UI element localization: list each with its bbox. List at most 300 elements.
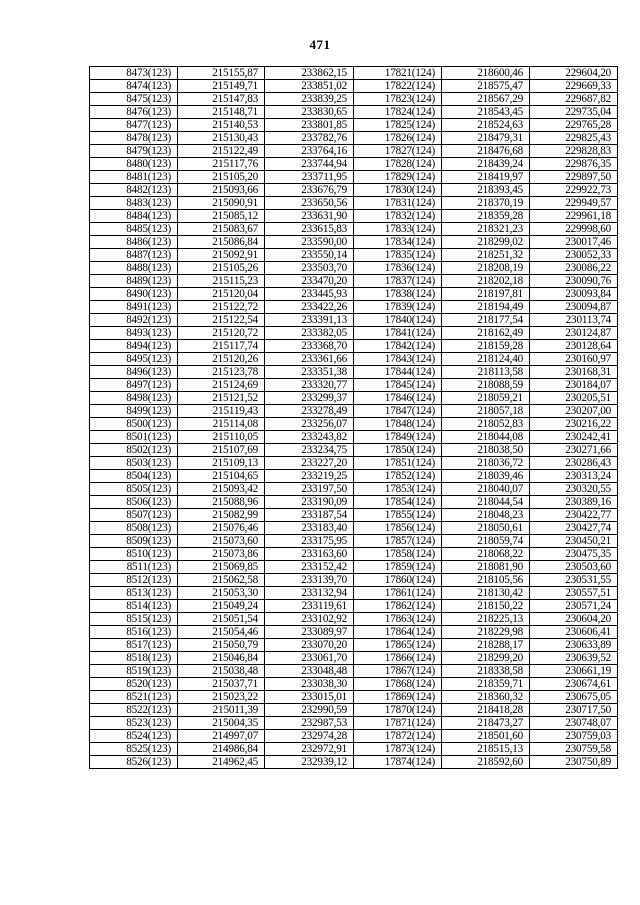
y-coordinate-right-cell: 230286,43 bbox=[530, 457, 618, 470]
x-coordinate-right-cell: 218359,71 bbox=[442, 678, 530, 691]
point-id-right-cell: 17833(124) bbox=[354, 223, 442, 236]
y-coordinate-right-cell: 230674,61 bbox=[530, 678, 618, 691]
y-coordinate-left-cell: 233830,65 bbox=[265, 106, 354, 119]
y-coordinate-left-cell: 233801,85 bbox=[265, 119, 354, 132]
y-coordinate-right-cell: 230633,89 bbox=[530, 639, 618, 652]
y-coordinate-right-cell: 230450,21 bbox=[530, 535, 618, 548]
x-coordinate-right-cell: 218592,60 bbox=[442, 756, 530, 769]
y-coordinate-left-cell: 233048,48 bbox=[265, 665, 354, 678]
table-row bbox=[90, 574, 618, 587]
table-row bbox=[90, 665, 618, 678]
y-coordinate-left-cell: 233197,50 bbox=[265, 483, 354, 496]
point-id-left-cell: 8485(123) bbox=[90, 223, 178, 236]
x-coordinate-left-cell: 215117,76 bbox=[178, 158, 265, 171]
table-row bbox=[90, 158, 618, 171]
point-id-left-cell: 8473(123) bbox=[90, 67, 178, 80]
x-coordinate-right-cell: 218439,24 bbox=[442, 158, 530, 171]
point-id-right-cell: 17874(124) bbox=[354, 756, 442, 769]
table-row bbox=[90, 678, 618, 691]
table-row bbox=[90, 509, 618, 522]
point-id-right-cell: 17855(124) bbox=[354, 509, 442, 522]
y-coordinate-right-cell: 230422,77 bbox=[530, 509, 618, 522]
point-id-right-cell: 17834(124) bbox=[354, 236, 442, 249]
y-coordinate-right-cell: 230675,05 bbox=[530, 691, 618, 704]
y-coordinate-right-cell: 229961,18 bbox=[530, 210, 618, 223]
x-coordinate-right-cell: 218048,23 bbox=[442, 509, 530, 522]
point-id-right-cell: 17823(124) bbox=[354, 93, 442, 106]
point-id-right-cell: 17836(124) bbox=[354, 262, 442, 275]
y-coordinate-left-cell: 232987,53 bbox=[265, 717, 354, 730]
point-id-right-cell: 17821(124) bbox=[354, 67, 442, 80]
x-coordinate-left-cell: 215122,49 bbox=[178, 145, 265, 158]
x-coordinate-right-cell: 218419,97 bbox=[442, 171, 530, 184]
point-id-right-cell: 17842(124) bbox=[354, 340, 442, 353]
y-coordinate-left-cell: 233764,16 bbox=[265, 145, 354, 158]
y-coordinate-left-cell: 233219,25 bbox=[265, 470, 354, 483]
y-coordinate-left-cell: 233175,95 bbox=[265, 535, 354, 548]
y-coordinate-left-cell: 233368,70 bbox=[265, 340, 354, 353]
y-coordinate-right-cell: 229897,50 bbox=[530, 171, 618, 184]
point-id-left-cell: 8508(123) bbox=[90, 522, 178, 535]
y-coordinate-left-cell: 232972,91 bbox=[265, 743, 354, 756]
point-id-right-cell: 17867(124) bbox=[354, 665, 442, 678]
table-row bbox=[90, 301, 618, 314]
y-coordinate-right-cell: 230216,22 bbox=[530, 418, 618, 431]
x-coordinate-left-cell: 215120,26 bbox=[178, 353, 265, 366]
table-row bbox=[90, 418, 618, 431]
point-id-left-cell: 8476(123) bbox=[90, 106, 178, 119]
point-id-right-cell: 17850(124) bbox=[354, 444, 442, 457]
table-row bbox=[90, 93, 618, 106]
table-row bbox=[90, 184, 618, 197]
point-id-right-cell: 17854(124) bbox=[354, 496, 442, 509]
point-id-left-cell: 8515(123) bbox=[90, 613, 178, 626]
y-coordinate-right-cell: 230017,46 bbox=[530, 236, 618, 249]
x-coordinate-left-cell: 215130,43 bbox=[178, 132, 265, 145]
x-coordinate-right-cell: 218036,72 bbox=[442, 457, 530, 470]
page-number: 471 bbox=[309, 37, 331, 52]
y-coordinate-right-cell: 230093,84 bbox=[530, 288, 618, 301]
x-coordinate-right-cell: 218600,46 bbox=[442, 67, 530, 80]
x-coordinate-left-cell: 215119,43 bbox=[178, 405, 265, 418]
point-id-right-cell: 17861(124) bbox=[354, 587, 442, 600]
x-coordinate-left-cell: 215082,99 bbox=[178, 509, 265, 522]
x-coordinate-right-cell: 218360,32 bbox=[442, 691, 530, 704]
point-id-left-cell: 8513(123) bbox=[90, 587, 178, 600]
table-row bbox=[90, 483, 618, 496]
y-coordinate-left-cell: 233590,00 bbox=[265, 236, 354, 249]
y-coordinate-right-cell: 229765,28 bbox=[530, 119, 618, 132]
point-id-right-cell: 17849(124) bbox=[354, 431, 442, 444]
table-row bbox=[90, 132, 618, 145]
point-id-left-cell: 8524(123) bbox=[90, 730, 178, 743]
x-coordinate-right-cell: 218059,74 bbox=[442, 535, 530, 548]
x-coordinate-left-cell: 215140,53 bbox=[178, 119, 265, 132]
x-coordinate-right-cell: 218177,54 bbox=[442, 314, 530, 327]
point-id-left-cell: 8486(123) bbox=[90, 236, 178, 249]
y-coordinate-left-cell: 233361,66 bbox=[265, 353, 354, 366]
x-coordinate-right-cell: 218299,20 bbox=[442, 652, 530, 665]
x-coordinate-left-cell: 215038,48 bbox=[178, 665, 265, 678]
y-coordinate-right-cell: 230052,33 bbox=[530, 249, 618, 262]
x-coordinate-left-cell: 215109,13 bbox=[178, 457, 265, 470]
y-coordinate-left-cell: 233089,97 bbox=[265, 626, 354, 639]
y-coordinate-left-cell: 233227,20 bbox=[265, 457, 354, 470]
point-id-right-cell: 17822(124) bbox=[354, 80, 442, 93]
y-coordinate-left-cell: 233782,76 bbox=[265, 132, 354, 145]
y-coordinate-left-cell: 233650,56 bbox=[265, 197, 354, 210]
point-id-left-cell: 8514(123) bbox=[90, 600, 178, 613]
x-coordinate-left-cell: 215073,60 bbox=[178, 535, 265, 548]
x-coordinate-left-cell: 215049,24 bbox=[178, 600, 265, 613]
y-coordinate-left-cell: 233015,01 bbox=[265, 691, 354, 704]
x-coordinate-left-cell: 215105,26 bbox=[178, 262, 265, 275]
x-coordinate-right-cell: 218321,23 bbox=[442, 223, 530, 236]
table-row bbox=[90, 236, 618, 249]
point-id-left-cell: 8517(123) bbox=[90, 639, 178, 652]
y-coordinate-left-cell: 233862,15 bbox=[265, 67, 354, 80]
y-coordinate-right-cell: 230205,51 bbox=[530, 392, 618, 405]
point-id-left-cell: 8501(123) bbox=[90, 431, 178, 444]
x-coordinate-right-cell: 218473,27 bbox=[442, 717, 530, 730]
y-coordinate-right-cell: 230475,35 bbox=[530, 548, 618, 561]
table-row bbox=[90, 262, 618, 275]
x-coordinate-right-cell: 218202,18 bbox=[442, 275, 530, 288]
y-coordinate-right-cell: 230717,50 bbox=[530, 704, 618, 717]
x-coordinate-right-cell: 218299,02 bbox=[442, 236, 530, 249]
x-coordinate-right-cell: 218251,32 bbox=[442, 249, 530, 262]
point-id-right-cell: 17824(124) bbox=[354, 106, 442, 119]
y-coordinate-left-cell: 233839,25 bbox=[265, 93, 354, 106]
point-id-left-cell: 8503(123) bbox=[90, 457, 178, 470]
x-coordinate-left-cell: 215086,84 bbox=[178, 236, 265, 249]
point-id-right-cell: 17873(124) bbox=[354, 743, 442, 756]
point-id-left-cell: 8480(123) bbox=[90, 158, 178, 171]
point-id-left-cell: 8495(123) bbox=[90, 353, 178, 366]
point-id-left-cell: 8519(123) bbox=[90, 665, 178, 678]
x-coordinate-left-cell: 214997,07 bbox=[178, 730, 265, 743]
point-id-right-cell: 17870(124) bbox=[354, 704, 442, 717]
y-coordinate-left-cell: 233299,37 bbox=[265, 392, 354, 405]
y-coordinate-right-cell: 230271,66 bbox=[530, 444, 618, 457]
x-coordinate-left-cell: 215104,65 bbox=[178, 470, 265, 483]
table-row bbox=[90, 379, 618, 392]
table-row bbox=[90, 691, 618, 704]
x-coordinate-left-cell: 215110,05 bbox=[178, 431, 265, 444]
table-row bbox=[90, 613, 618, 626]
point-id-right-cell: 17825(124) bbox=[354, 119, 442, 132]
y-coordinate-right-cell: 229825,43 bbox=[530, 132, 618, 145]
y-coordinate-left-cell: 233382,05 bbox=[265, 327, 354, 340]
point-id-left-cell: 8505(123) bbox=[90, 483, 178, 496]
y-coordinate-right-cell: 230124,87 bbox=[530, 327, 618, 340]
point-id-right-cell: 17826(124) bbox=[354, 132, 442, 145]
table-row bbox=[90, 275, 618, 288]
x-coordinate-left-cell: 215155,87 bbox=[178, 67, 265, 80]
x-coordinate-left-cell: 215148,71 bbox=[178, 106, 265, 119]
y-coordinate-left-cell: 233243,82 bbox=[265, 431, 354, 444]
x-coordinate-left-cell: 215114,08 bbox=[178, 418, 265, 431]
x-coordinate-right-cell: 218124,40 bbox=[442, 353, 530, 366]
x-coordinate-left-cell: 215051,54 bbox=[178, 613, 265, 626]
x-coordinate-right-cell: 218229,98 bbox=[442, 626, 530, 639]
x-coordinate-right-cell: 218288,17 bbox=[442, 639, 530, 652]
point-id-right-cell: 17832(124) bbox=[354, 210, 442, 223]
y-coordinate-right-cell: 230531,55 bbox=[530, 574, 618, 587]
x-coordinate-right-cell: 218081,90 bbox=[442, 561, 530, 574]
x-coordinate-right-cell: 218038,50 bbox=[442, 444, 530, 457]
y-coordinate-right-cell: 230207,00 bbox=[530, 405, 618, 418]
x-coordinate-right-cell: 218057,18 bbox=[442, 405, 530, 418]
y-coordinate-right-cell: 230557,51 bbox=[530, 587, 618, 600]
point-id-right-cell: 17828(124) bbox=[354, 158, 442, 171]
y-coordinate-left-cell: 233187,54 bbox=[265, 509, 354, 522]
point-id-left-cell: 8525(123) bbox=[90, 743, 178, 756]
x-coordinate-left-cell: 215124,69 bbox=[178, 379, 265, 392]
table-row bbox=[90, 587, 618, 600]
point-id-left-cell: 8491(123) bbox=[90, 301, 178, 314]
point-id-right-cell: 17830(124) bbox=[354, 184, 442, 197]
point-id-left-cell: 8500(123) bbox=[90, 418, 178, 431]
y-coordinate-right-cell: 230313,24 bbox=[530, 470, 618, 483]
x-coordinate-left-cell: 215011,39 bbox=[178, 704, 265, 717]
x-coordinate-left-cell: 215093,66 bbox=[178, 184, 265, 197]
y-coordinate-right-cell: 230759,03 bbox=[530, 730, 618, 743]
point-id-right-cell: 17872(124) bbox=[354, 730, 442, 743]
x-coordinate-left-cell: 215037,71 bbox=[178, 678, 265, 691]
x-coordinate-right-cell: 218370,19 bbox=[442, 197, 530, 210]
point-id-right-cell: 17859(124) bbox=[354, 561, 442, 574]
x-coordinate-right-cell: 218130,42 bbox=[442, 587, 530, 600]
point-id-right-cell: 17871(124) bbox=[354, 717, 442, 730]
point-id-right-cell: 17857(124) bbox=[354, 535, 442, 548]
y-coordinate-left-cell: 232974,28 bbox=[265, 730, 354, 743]
y-coordinate-left-cell: 233470,20 bbox=[265, 275, 354, 288]
point-id-left-cell: 8489(123) bbox=[90, 275, 178, 288]
y-coordinate-right-cell: 230759,58 bbox=[530, 743, 618, 756]
point-id-left-cell: 8494(123) bbox=[90, 340, 178, 353]
x-coordinate-right-cell: 218040,07 bbox=[442, 483, 530, 496]
y-coordinate-right-cell: 230094,87 bbox=[530, 301, 618, 314]
x-coordinate-right-cell: 218052,83 bbox=[442, 418, 530, 431]
table-row bbox=[90, 600, 618, 613]
point-id-right-cell: 17868(124) bbox=[354, 678, 442, 691]
point-id-right-cell: 17864(124) bbox=[354, 626, 442, 639]
point-id-right-cell: 17844(124) bbox=[354, 366, 442, 379]
y-coordinate-right-cell: 230639,52 bbox=[530, 652, 618, 665]
table-row bbox=[90, 444, 618, 457]
x-coordinate-left-cell: 215004,35 bbox=[178, 717, 265, 730]
y-coordinate-right-cell: 230503,60 bbox=[530, 561, 618, 574]
point-id-left-cell: 8504(123) bbox=[90, 470, 178, 483]
point-id-left-cell: 8488(123) bbox=[90, 262, 178, 275]
point-id-right-cell: 17837(124) bbox=[354, 275, 442, 288]
point-id-left-cell: 8496(123) bbox=[90, 366, 178, 379]
table-row bbox=[90, 366, 618, 379]
table-row bbox=[90, 535, 618, 548]
point-id-left-cell: 8478(123) bbox=[90, 132, 178, 145]
point-id-right-cell: 17827(124) bbox=[354, 145, 442, 158]
x-coordinate-left-cell: 215092,91 bbox=[178, 249, 265, 262]
x-coordinate-right-cell: 218194,49 bbox=[442, 301, 530, 314]
y-coordinate-left-cell: 233422,26 bbox=[265, 301, 354, 314]
y-coordinate-right-cell: 230090,76 bbox=[530, 275, 618, 288]
y-coordinate-right-cell: 230184,07 bbox=[530, 379, 618, 392]
table-row bbox=[90, 639, 618, 652]
point-id-left-cell: 8509(123) bbox=[90, 535, 178, 548]
table-row bbox=[90, 288, 618, 301]
table-row bbox=[90, 730, 618, 743]
x-coordinate-left-cell: 215050,79 bbox=[178, 639, 265, 652]
x-coordinate-right-cell: 218113,58 bbox=[442, 366, 530, 379]
point-id-left-cell: 8502(123) bbox=[90, 444, 178, 457]
y-coordinate-left-cell: 232990,59 bbox=[265, 704, 354, 717]
table-row bbox=[90, 457, 618, 470]
x-coordinate-left-cell: 215149,71 bbox=[178, 80, 265, 93]
y-coordinate-left-cell: 233102,92 bbox=[265, 613, 354, 626]
y-coordinate-left-cell: 233631,90 bbox=[265, 210, 354, 223]
x-coordinate-right-cell: 218044,54 bbox=[442, 496, 530, 509]
y-coordinate-left-cell: 233711,95 bbox=[265, 171, 354, 184]
y-coordinate-right-cell: 229604,20 bbox=[530, 67, 618, 80]
x-coordinate-right-cell: 218359,28 bbox=[442, 210, 530, 223]
y-coordinate-right-cell: 230661,19 bbox=[530, 665, 618, 678]
table-row bbox=[90, 210, 618, 223]
point-id-left-cell: 8483(123) bbox=[90, 197, 178, 210]
table-row bbox=[90, 470, 618, 483]
point-id-left-cell: 8522(123) bbox=[90, 704, 178, 717]
table-row bbox=[90, 249, 618, 262]
x-coordinate-right-cell: 218088,59 bbox=[442, 379, 530, 392]
y-coordinate-left-cell: 233615,83 bbox=[265, 223, 354, 236]
point-id-right-cell: 17829(124) bbox=[354, 171, 442, 184]
table-row bbox=[90, 340, 618, 353]
x-coordinate-left-cell: 215069,85 bbox=[178, 561, 265, 574]
point-id-right-cell: 17840(124) bbox=[354, 314, 442, 327]
x-coordinate-left-cell: 215120,72 bbox=[178, 327, 265, 340]
table-row bbox=[90, 223, 618, 236]
table-row bbox=[90, 353, 618, 366]
point-id-left-cell: 8516(123) bbox=[90, 626, 178, 639]
y-coordinate-left-cell: 233744,94 bbox=[265, 158, 354, 171]
y-coordinate-left-cell: 233320,77 bbox=[265, 379, 354, 392]
point-id-left-cell: 8474(123) bbox=[90, 80, 178, 93]
x-coordinate-left-cell: 215093,42 bbox=[178, 483, 265, 496]
y-coordinate-left-cell: 232939,12 bbox=[265, 756, 354, 769]
y-coordinate-left-cell: 233038,30 bbox=[265, 678, 354, 691]
x-coordinate-left-cell: 215073,86 bbox=[178, 548, 265, 561]
table-row bbox=[90, 392, 618, 405]
table-row bbox=[90, 145, 618, 158]
point-id-left-cell: 8506(123) bbox=[90, 496, 178, 509]
point-id-right-cell: 17869(124) bbox=[354, 691, 442, 704]
y-coordinate-right-cell: 229922,73 bbox=[530, 184, 618, 197]
point-id-left-cell: 8520(123) bbox=[90, 678, 178, 691]
y-coordinate-left-cell: 233234,75 bbox=[265, 444, 354, 457]
x-coordinate-right-cell: 218150,22 bbox=[442, 600, 530, 613]
table-row bbox=[90, 704, 618, 717]
table-row bbox=[90, 67, 618, 80]
x-coordinate-left-cell: 215122,72 bbox=[178, 301, 265, 314]
x-coordinate-right-cell: 218162,49 bbox=[442, 327, 530, 340]
point-id-right-cell: 17851(124) bbox=[354, 457, 442, 470]
point-id-right-cell: 17865(124) bbox=[354, 639, 442, 652]
point-id-right-cell: 17853(124) bbox=[354, 483, 442, 496]
y-coordinate-right-cell: 230242,41 bbox=[530, 431, 618, 444]
table-row bbox=[90, 522, 618, 535]
x-coordinate-left-cell: 215120,04 bbox=[178, 288, 265, 301]
point-id-left-cell: 8518(123) bbox=[90, 652, 178, 665]
point-id-right-cell: 17838(124) bbox=[354, 288, 442, 301]
x-coordinate-right-cell: 218501,60 bbox=[442, 730, 530, 743]
y-coordinate-right-cell: 229876,35 bbox=[530, 158, 618, 171]
y-coordinate-left-cell: 233132,94 bbox=[265, 587, 354, 600]
point-id-right-cell: 17846(124) bbox=[354, 392, 442, 405]
y-coordinate-right-cell: 230086,22 bbox=[530, 262, 618, 275]
x-coordinate-right-cell: 218393,45 bbox=[442, 184, 530, 197]
point-id-right-cell: 17866(124) bbox=[354, 652, 442, 665]
table-row bbox=[90, 626, 618, 639]
point-id-left-cell: 8493(123) bbox=[90, 327, 178, 340]
x-coordinate-right-cell: 218515,13 bbox=[442, 743, 530, 756]
point-id-left-cell: 8490(123) bbox=[90, 288, 178, 301]
y-coordinate-right-cell: 230606,41 bbox=[530, 626, 618, 639]
y-coordinate-left-cell: 233550,14 bbox=[265, 249, 354, 262]
y-coordinate-right-cell: 230128,64 bbox=[530, 340, 618, 353]
x-coordinate-right-cell: 218524,63 bbox=[442, 119, 530, 132]
x-coordinate-right-cell: 218208,19 bbox=[442, 262, 530, 275]
y-coordinate-right-cell: 230389,16 bbox=[530, 496, 618, 509]
y-coordinate-left-cell: 233152,42 bbox=[265, 561, 354, 574]
x-coordinate-left-cell: 215107,69 bbox=[178, 444, 265, 457]
table-row bbox=[90, 431, 618, 444]
y-coordinate-right-cell: 229998,60 bbox=[530, 223, 618, 236]
x-coordinate-right-cell: 218575,47 bbox=[442, 80, 530, 93]
x-coordinate-left-cell: 215147,83 bbox=[178, 93, 265, 106]
y-coordinate-right-cell: 230113,74 bbox=[530, 314, 618, 327]
point-id-left-cell: 8507(123) bbox=[90, 509, 178, 522]
table-row bbox=[90, 314, 618, 327]
point-id-left-cell: 8521(123) bbox=[90, 691, 178, 704]
point-id-right-cell: 17848(124) bbox=[354, 418, 442, 431]
y-coordinate-left-cell: 233070,20 bbox=[265, 639, 354, 652]
point-id-left-cell: 8477(123) bbox=[90, 119, 178, 132]
y-coordinate-right-cell: 229949,57 bbox=[530, 197, 618, 210]
point-id-right-cell: 17843(124) bbox=[354, 353, 442, 366]
point-id-left-cell: 8479(123) bbox=[90, 145, 178, 158]
x-coordinate-left-cell: 215053,30 bbox=[178, 587, 265, 600]
point-id-right-cell: 17835(124) bbox=[354, 249, 442, 262]
table-row bbox=[90, 327, 618, 340]
point-id-left-cell: 8492(123) bbox=[90, 314, 178, 327]
y-coordinate-left-cell: 233445,93 bbox=[265, 288, 354, 301]
point-id-right-cell: 17858(124) bbox=[354, 548, 442, 561]
y-coordinate-right-cell: 229735,04 bbox=[530, 106, 618, 119]
y-coordinate-left-cell: 233851,02 bbox=[265, 80, 354, 93]
point-id-right-cell: 17852(124) bbox=[354, 470, 442, 483]
table-row bbox=[90, 405, 618, 418]
y-coordinate-right-cell: 230427,74 bbox=[530, 522, 618, 535]
x-coordinate-left-cell: 215085,12 bbox=[178, 210, 265, 223]
x-coordinate-right-cell: 218039,46 bbox=[442, 470, 530, 483]
point-id-left-cell: 8498(123) bbox=[90, 392, 178, 405]
x-coordinate-right-cell: 218476,68 bbox=[442, 145, 530, 158]
x-coordinate-left-cell: 215117,74 bbox=[178, 340, 265, 353]
y-coordinate-right-cell: 229687,82 bbox=[530, 93, 618, 106]
x-coordinate-left-cell: 215088,96 bbox=[178, 496, 265, 509]
x-coordinate-left-cell: 215123,78 bbox=[178, 366, 265, 379]
point-id-right-cell: 17831(124) bbox=[354, 197, 442, 210]
